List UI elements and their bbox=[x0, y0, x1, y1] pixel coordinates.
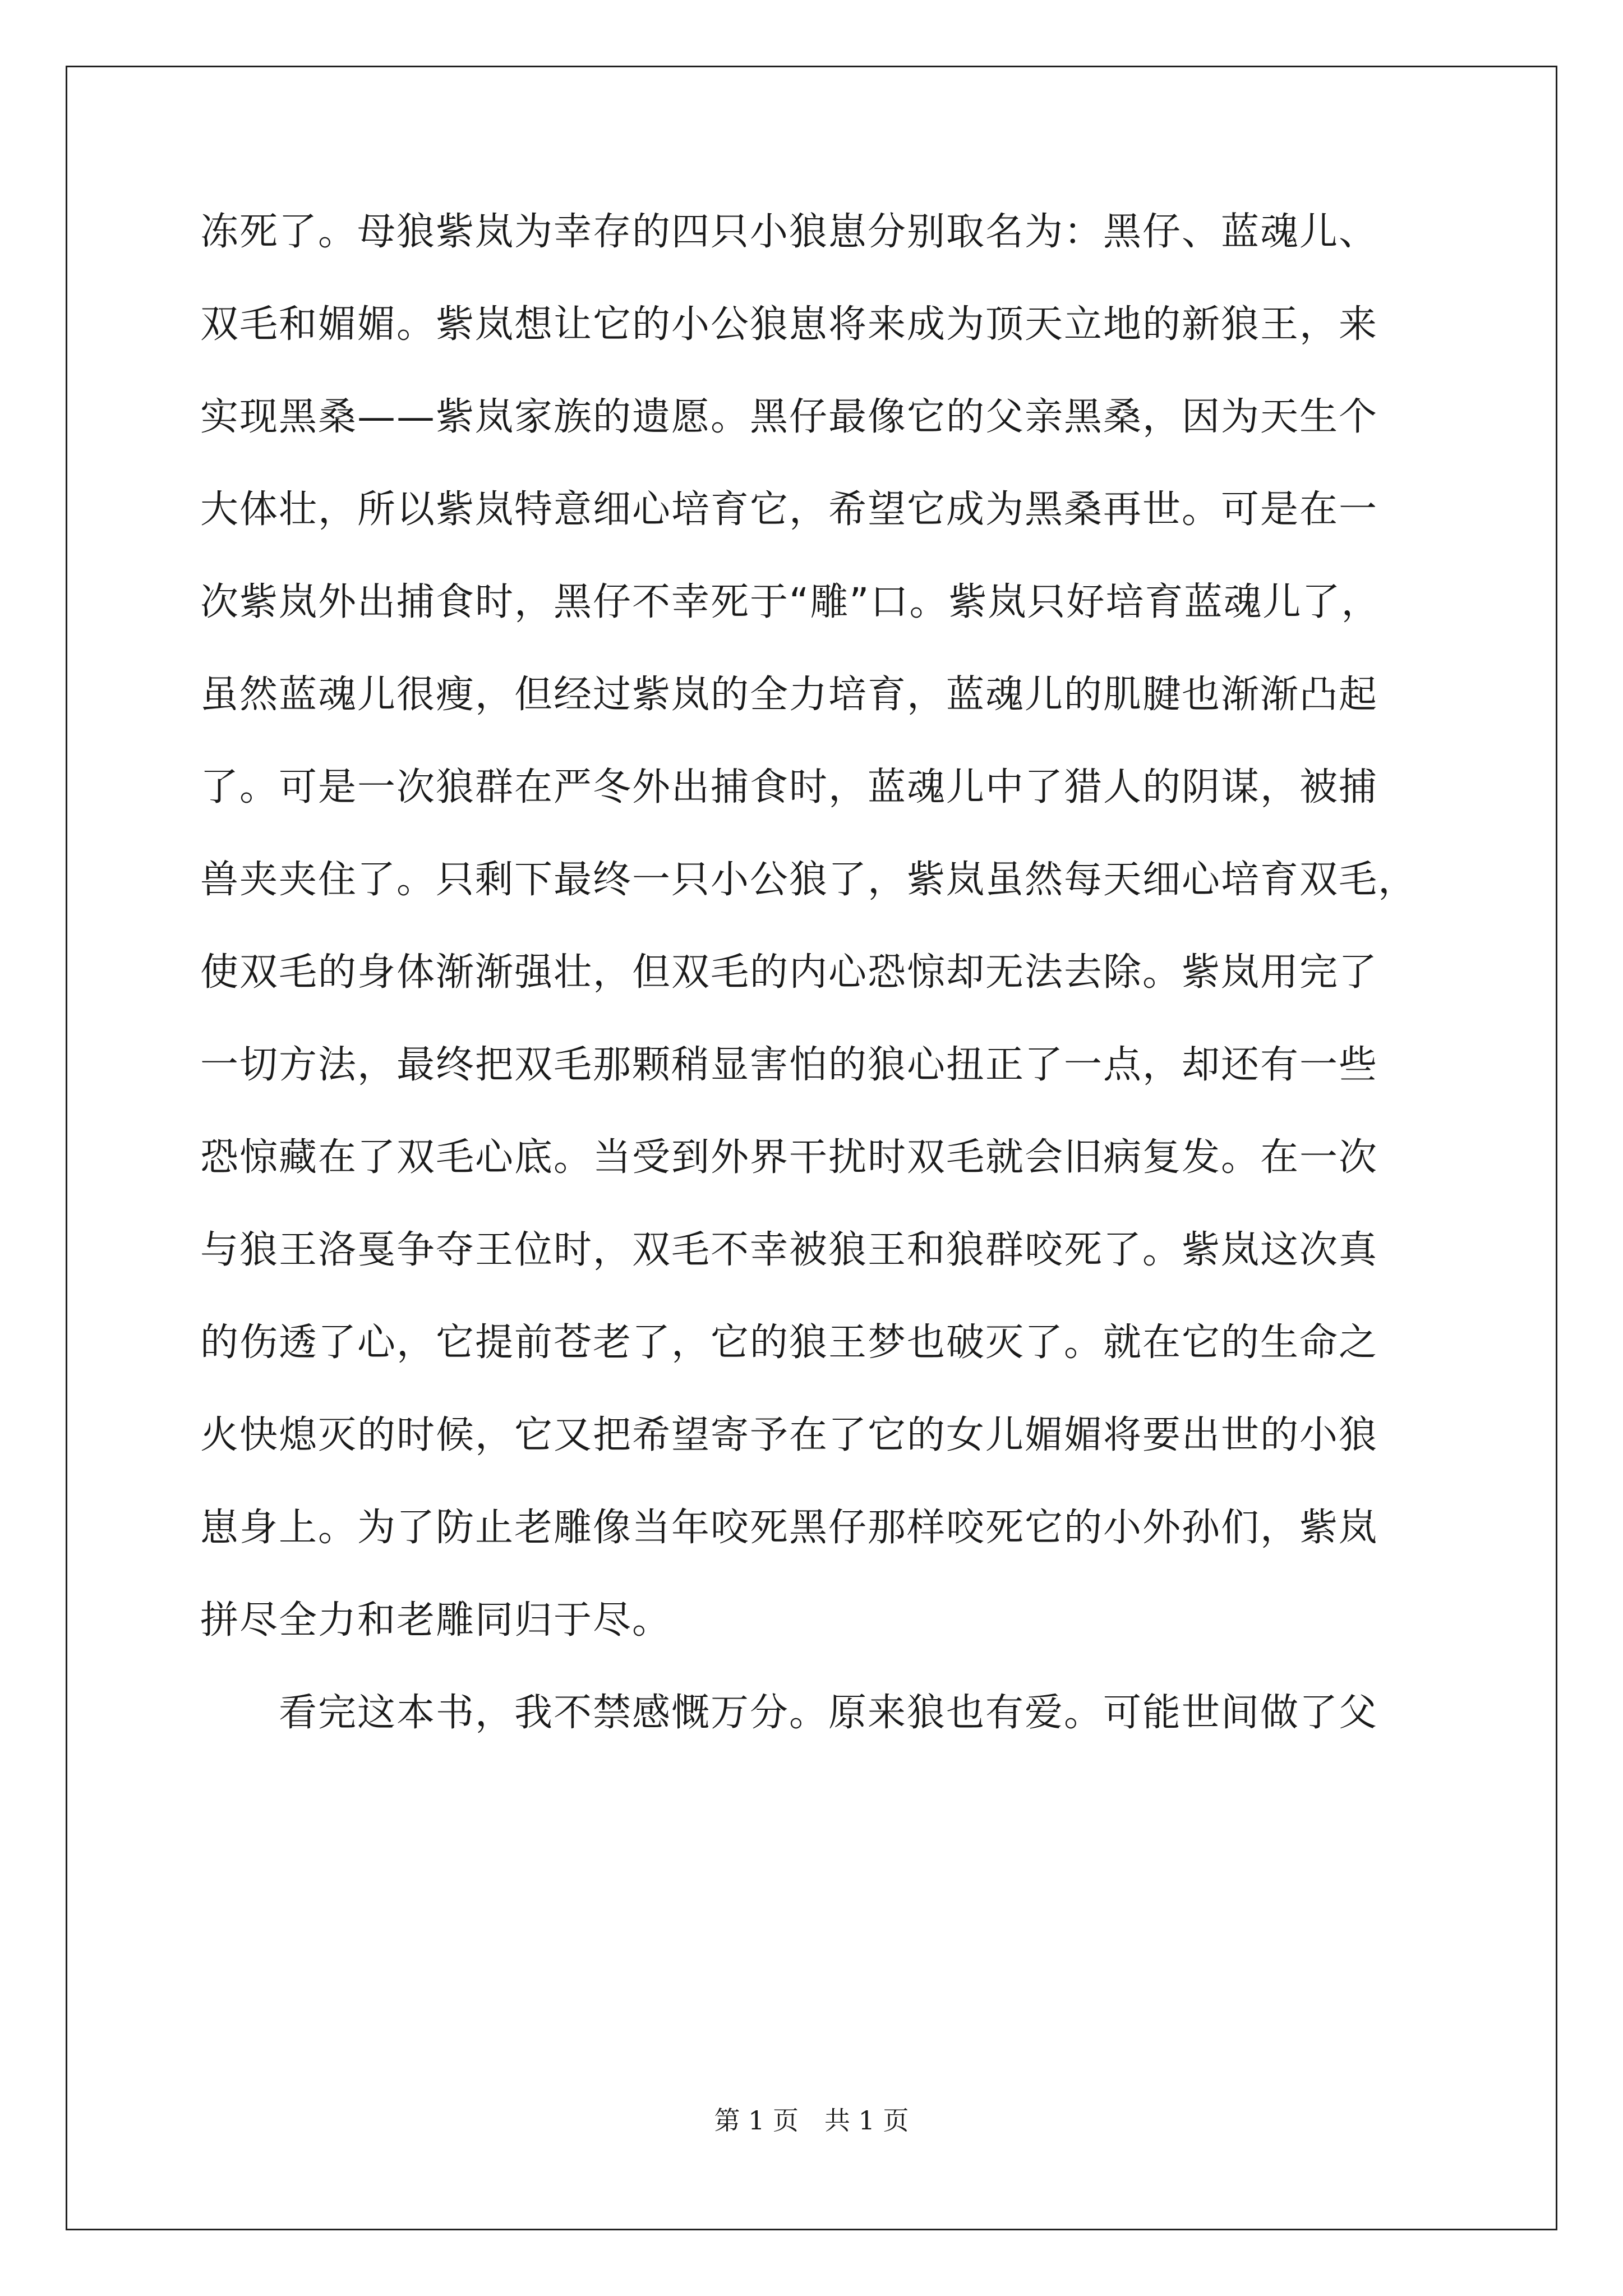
text-line: 兽夹夹住了。只剩下最终一只小公狼了，紫岚虽然每天细心培育双毛， bbox=[200, 858, 1418, 902]
text-line: 实现黑桑——紫岚家族的遗愿。黑仔最像它的父亲黑桑，因为天生个 bbox=[200, 395, 1378, 439]
text-line: 的伤透了心，它提前苍老了，它的狼王梦也破灭了。就在它的生命之 bbox=[200, 1320, 1378, 1365]
paragraph-start-line: 看完这本书，我不禁感慨万分。原来狼也有爱。可能世间做了父 bbox=[279, 1691, 1378, 1735]
text-line: 一切方法，最终把双毛那颗稍显害怕的狼心扭正了一点，却还有一些 bbox=[200, 1043, 1378, 1087]
text-line: 拼尽全力和老雕同归于尽。 bbox=[200, 1598, 672, 1642]
text-line: 与狼王洛戛争夺王位时，双毛不幸被狼王和狼群咬死了。紫岚这次真 bbox=[200, 1228, 1378, 1272]
text-line: 了。可是一次狼群在严冬外出捕食时，蓝魂儿中了猎人的阴谋，被捕 bbox=[200, 765, 1378, 809]
text-line: 使双毛的身体渐渐强壮，但双毛的内心恐惊却无法去除。紫岚用完了 bbox=[200, 950, 1378, 995]
page-number-footer: 第 1 页 共 1 页 bbox=[714, 2105, 909, 2136]
text-line: 大体壮，所以紫岚特意细心培育它，希望它成为黑桑再世。可是在一 bbox=[200, 487, 1378, 532]
text-line: 火快熄灭的时候，它又把希望寄予在了它的女儿媚媚将要出世的小狼 bbox=[200, 1413, 1378, 1457]
text-line: 冻死了。母狼紫岚为幸存的四只小狼崽分别取名为：黑仔、蓝魂儿、 bbox=[200, 210, 1378, 254]
text-line: 恐惊藏在了双毛心底。当受到外界干扰时双毛就会旧病复发。在一次 bbox=[200, 1135, 1378, 1180]
text-line: 虽然蓝魂儿很瘦，但经过紫岚的全力培育，蓝魂儿的肌腱也渐渐凸起 bbox=[200, 673, 1378, 717]
text-line: 双毛和媚媚。紫岚想让它的小公狼崽将来成为顶天立地的新狼王，来 bbox=[200, 302, 1378, 347]
document-body bbox=[200, 210, 1434, 1787]
text-line: 次紫岚外出捕食时，黑仔不幸死于“雕”口。紫岚只好培育蓝魂儿了， bbox=[200, 580, 1381, 624]
text-line: 崽身上。为了防止老雕像当年咬死黑仔那样咬死它的小外孙们，紫岚 bbox=[200, 1506, 1378, 1550]
